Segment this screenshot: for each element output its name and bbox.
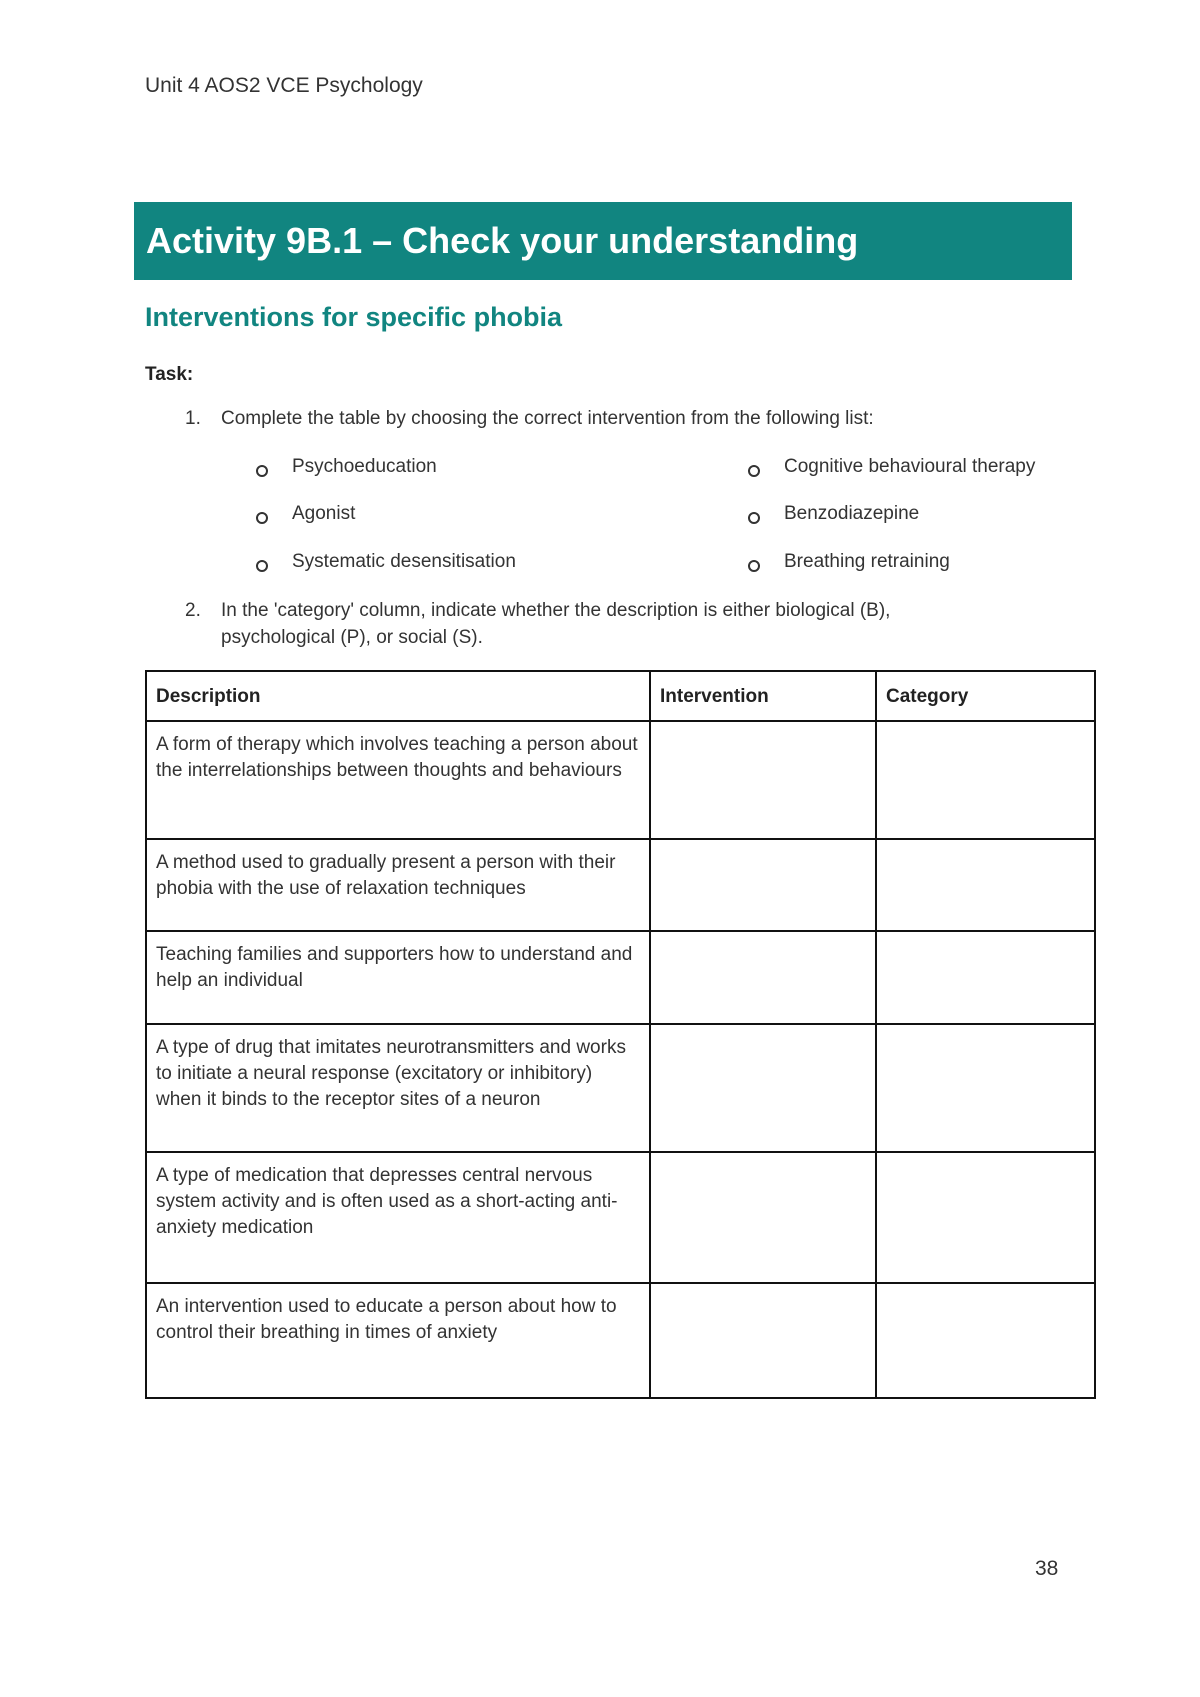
activity-banner xyxy=(134,202,1072,280)
instruction-number: 2. xyxy=(185,600,201,621)
hollow-bullet-icon xyxy=(256,560,268,572)
description-cell: Teaching families and supporters how to understand and help an individual xyxy=(146,931,650,1024)
description-cell: An intervention used to educate a person about how to control their breathing in times of anxiety xyxy=(146,1283,650,1398)
header-category: Category xyxy=(876,671,1095,721)
hollow-bullet-icon xyxy=(748,465,760,477)
header-description: Description xyxy=(146,671,650,721)
task-label: Task: xyxy=(145,364,194,385)
instruction-1 xyxy=(185,405,1065,435)
category-cell[interactable] xyxy=(876,839,1095,931)
option-label: Systematic desensitisation xyxy=(292,551,516,572)
intervention-cell[interactable] xyxy=(650,839,876,931)
description-cell: A form of therapy which involves teaching a person about the interrelationships between thoughts and behaviours xyxy=(146,721,650,839)
unit-header: Unit 4 AOS2 VCE Psychology xyxy=(145,74,423,97)
intervention-cell[interactable] xyxy=(650,721,876,839)
hollow-bullet-icon xyxy=(748,512,760,524)
category-cell[interactable] xyxy=(876,721,1095,839)
section-subtitle: Interventions for specific phobia xyxy=(145,302,563,332)
category-cell[interactable] xyxy=(876,931,1095,1024)
instruction-text: Complete the table by choosing the correct intervention from the following list: xyxy=(221,408,874,429)
intervention-table xyxy=(145,670,1096,1399)
instruction-2 xyxy=(185,597,1065,653)
option-label: Psychoeducation xyxy=(292,456,437,477)
intervention-cell[interactable] xyxy=(650,931,876,1024)
instruction-number: 1. xyxy=(185,408,201,429)
intervention-cell[interactable] xyxy=(650,1152,876,1283)
description-cell: A type of drug that imitates neurotransmitters and works to initiate a neural response (excitatory or inhibitory) when it binds to the receptor sites of a neuron xyxy=(146,1024,650,1152)
instruction-text: In the 'category' column, indicate whether the description is either biological (B), psychological (P), or social (S). xyxy=(221,600,891,648)
category-cell[interactable] xyxy=(876,1152,1095,1283)
category-cell[interactable] xyxy=(876,1283,1095,1398)
description-cell: A method used to gradually present a person with their phobia with the use of relaxation techniques xyxy=(146,839,650,931)
header-intervention: Intervention xyxy=(650,671,876,721)
category-cell[interactable] xyxy=(876,1024,1095,1152)
activity-title: Activity 9B.1 – Check your understanding xyxy=(146,220,859,261)
option-label: Benzodiazepine xyxy=(784,503,920,524)
hollow-bullet-icon xyxy=(748,560,760,572)
option-label: Cognitive behavioural therapy xyxy=(784,456,1036,477)
description-cell: A type of medication that depresses central nervous system activity and is often used as a short-acting anti-anxiety medication xyxy=(146,1152,650,1283)
intervention-cell[interactable] xyxy=(650,1283,876,1398)
table-row xyxy=(146,721,1095,839)
hollow-bullet-icon xyxy=(256,512,268,524)
table-row xyxy=(146,1024,1095,1152)
page-number: 38 xyxy=(1035,1557,1059,1580)
table-row xyxy=(146,931,1095,1024)
table-row xyxy=(146,839,1095,931)
hollow-bullet-icon xyxy=(256,465,268,477)
option-label: Agonist xyxy=(292,503,356,524)
intervention-cell[interactable] xyxy=(650,1024,876,1152)
table-row xyxy=(146,1283,1095,1398)
table-header-row xyxy=(146,671,1095,721)
table-row xyxy=(146,1152,1095,1283)
option-label: Breathing retraining xyxy=(784,551,950,572)
